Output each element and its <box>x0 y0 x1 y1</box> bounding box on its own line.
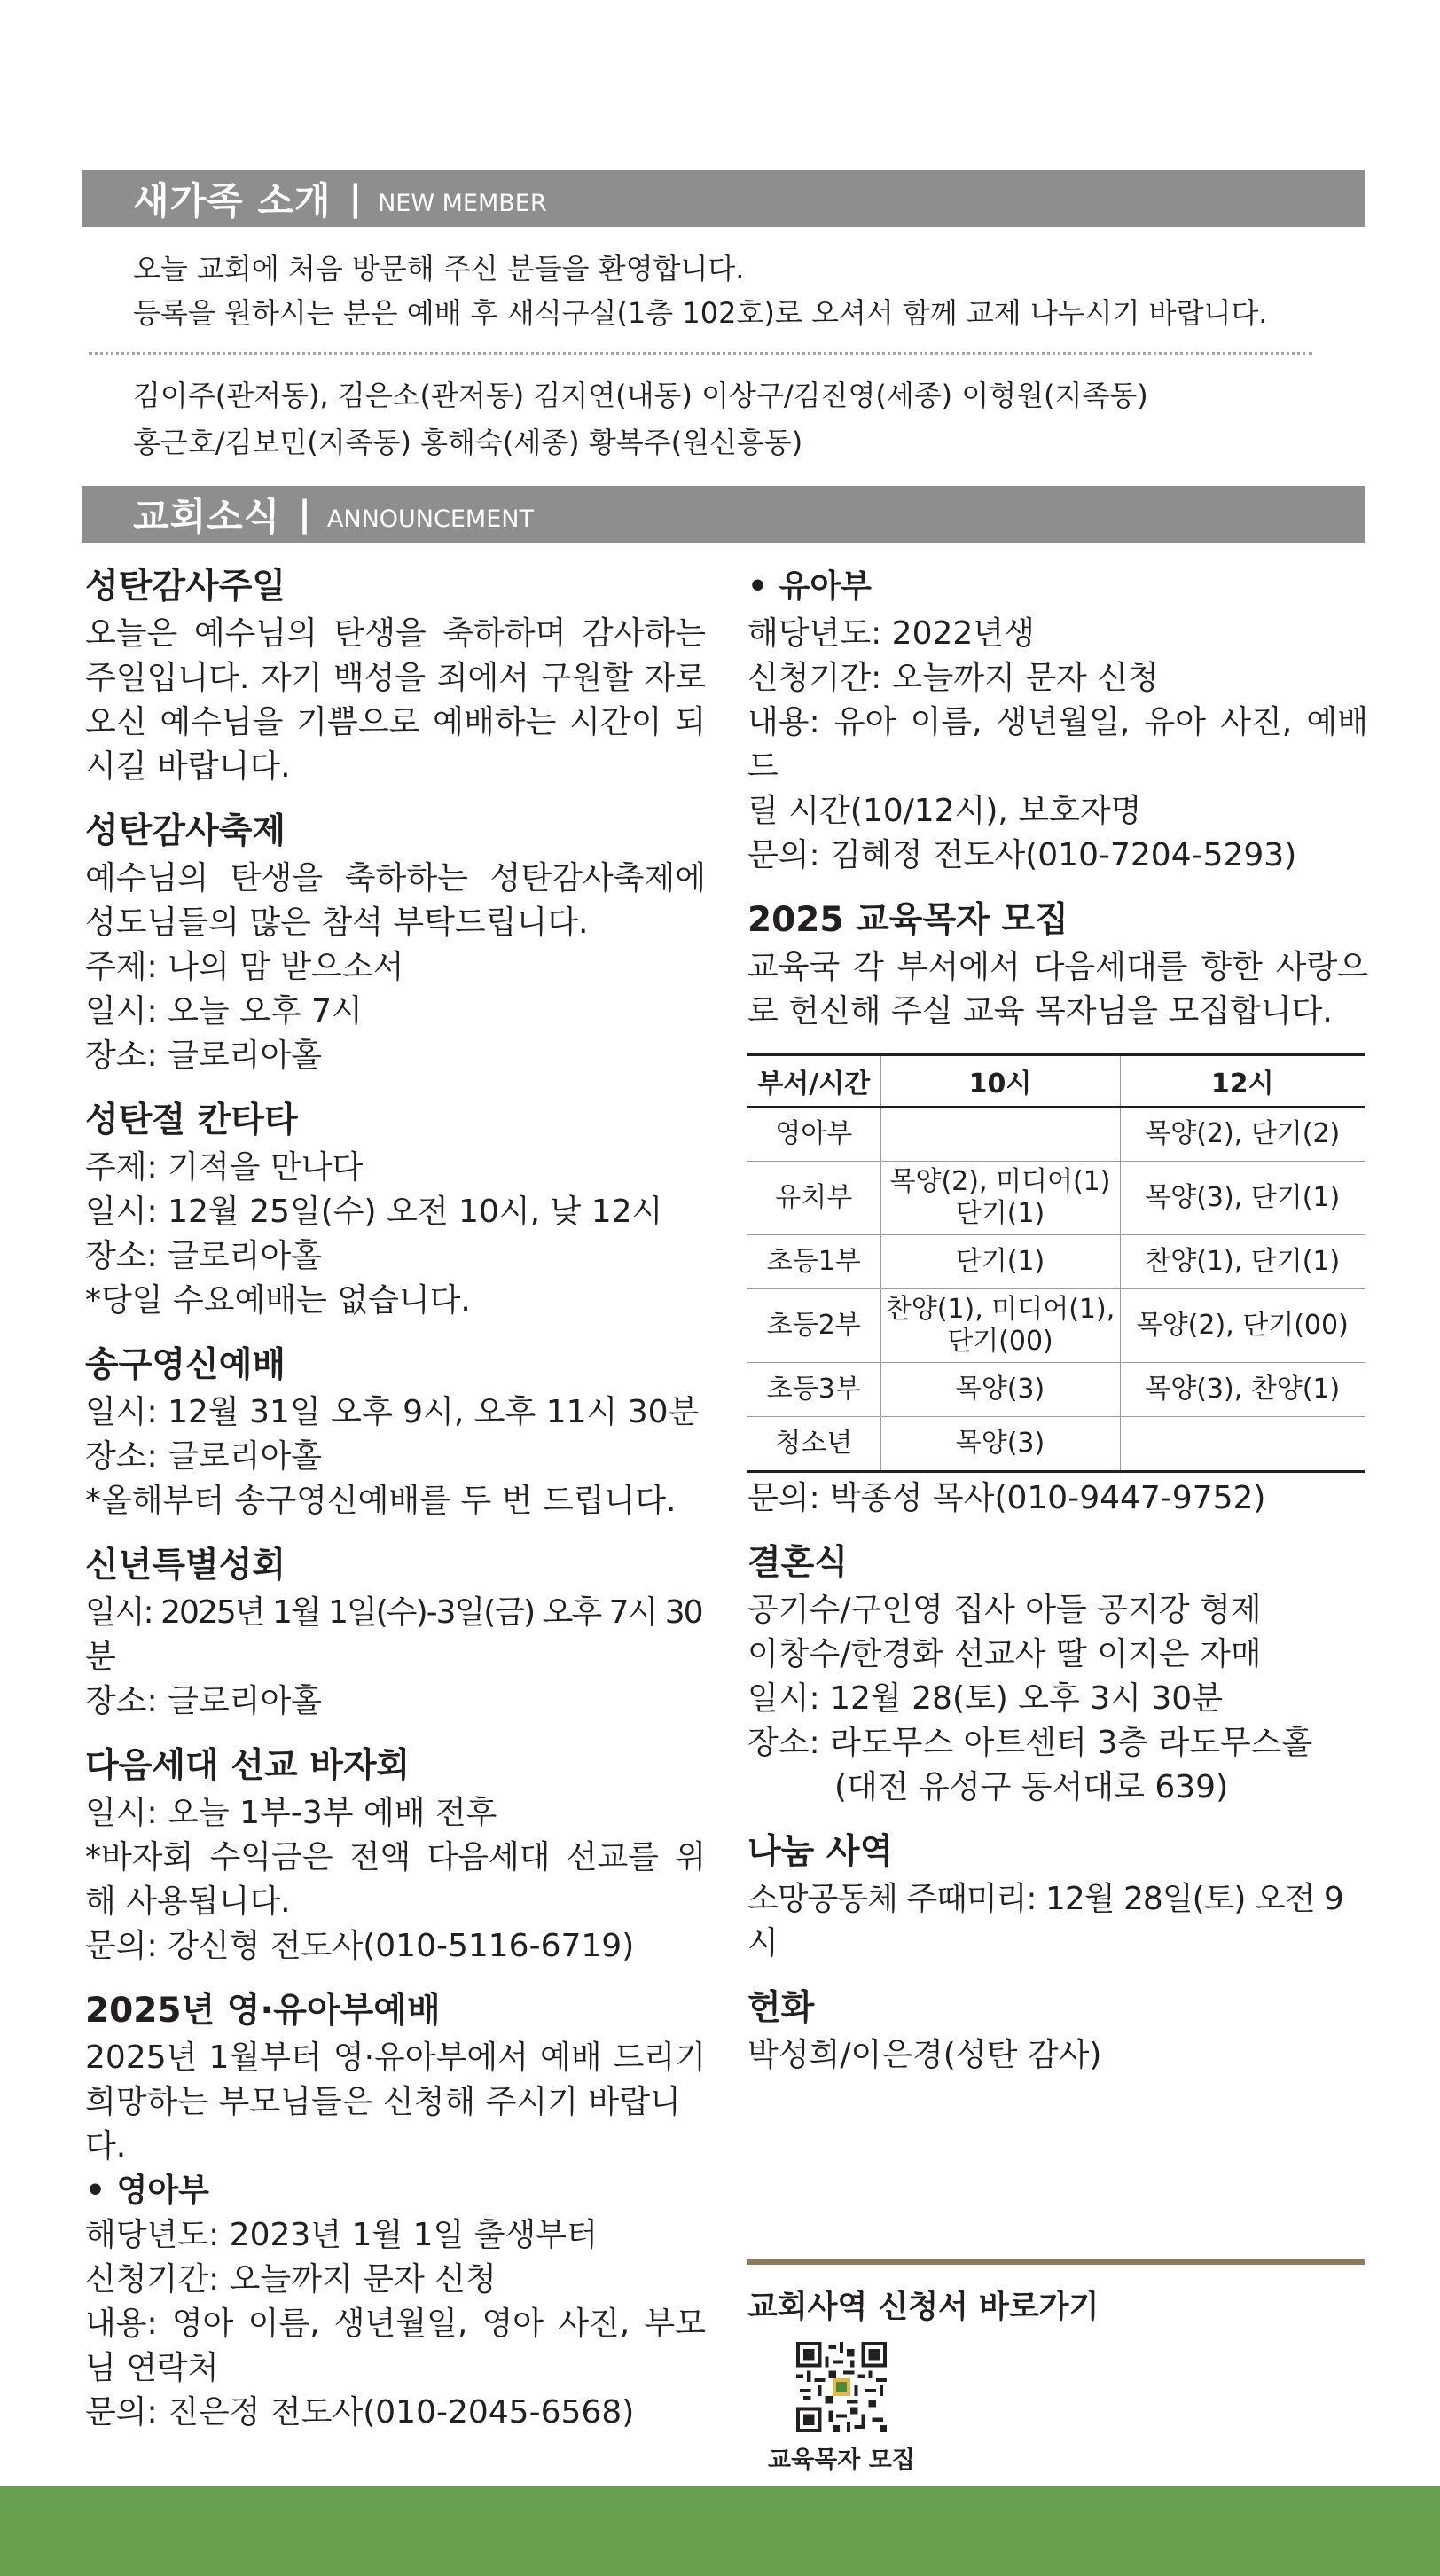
title-divider: | <box>348 178 363 219</box>
qr-code-icon[interactable] <box>796 2342 887 2432</box>
dept-cell: 유치부 <box>747 1162 880 1235</box>
notice-title: 2025 교육목자 모집 <box>747 900 1068 940</box>
notice-line: 문의: 진은정 전도사(010-2045-6568) <box>85 2394 635 2431</box>
notice-line: 문의: 김혜정 전도사(010-7204-5293) <box>747 837 1297 873</box>
notice-line: 장소: 글로리아홀 <box>85 1683 323 1719</box>
sharing-ministry <box>747 1828 1368 1966</box>
notice-line: 문의: 강신형 전도사(010-5116-6719) <box>85 1928 635 1964</box>
dept-cell: 초등2부 <box>747 1289 880 1363</box>
notice-line: 주일입니다. 자기 백성을 죄에서 구원할 자로 <box>85 660 706 696</box>
section-title: 교회소식 <box>133 495 281 538</box>
table-row <box>747 1417 1365 1472</box>
notice-title: 신년특별성회 <box>85 1546 286 1586</box>
new-member-banner <box>82 170 1365 227</box>
notice-title: 나눔 사역 <box>747 1832 894 1872</box>
notice-line: 예수님의 탄생을 축하하는 성탄감사축제에 <box>85 860 706 897</box>
twelve-oclock-cell: 목양(3), 찬양(1) <box>1120 1363 1365 1417</box>
notice-line: 일시: 12월 25일(수) 오전 10시, 낮 12시 <box>85 1194 663 1230</box>
announcement-banner <box>82 486 1365 543</box>
notice-line: 릴 시간(10/12시), 보호자명 <box>747 793 1142 829</box>
wedding <box>747 1539 1368 1810</box>
new-year-revival <box>85 1541 706 1724</box>
notice-line: 해당년도: 2023년 1월 1일 출생부터 <box>85 2217 598 2253</box>
notice-line: 일시: 12월 28(토) 오후 3시 30분 <box>747 1680 1223 1717</box>
notice-line: 님 연락처 <box>85 2350 219 2386</box>
table-row <box>747 1289 1365 1363</box>
notice-line: 내용: 영아 이름, 생년월일, 영아 사진, 부모 <box>85 2306 706 2342</box>
notice-line: 오늘은 예수님의 탄생을 축하하며 감사하는 <box>85 615 706 652</box>
notice-line: 성도님들의 많은 참석 부탁드립니다. <box>85 904 589 941</box>
notice-title: 다음세대 선교 바자회 <box>85 1746 411 1786</box>
twelve-oclock-cell <box>1120 1417 1365 1472</box>
notice-line: 장소: 글로리아홀 <box>85 1238 323 1274</box>
notice-line: 박성희/이은경(성탄 감사) <box>747 2037 1102 2073</box>
left-column <box>85 562 706 2453</box>
column-header: 12시 <box>1120 1055 1365 1108</box>
notice-line: 해 사용됩니다. <box>85 1883 291 1920</box>
dept-cell: 초등3부 <box>747 1363 880 1417</box>
table-row <box>747 1235 1365 1289</box>
notice-line: 일시: 오늘 1부-3부 예배 전후 <box>85 1795 497 1831</box>
intro-line: 등록을 원하시는 분은 예배 후 새식구실(1층 102호)로 오셔서 함께 교제 나누시기 바랍니다. <box>133 296 1268 330</box>
bullet-heading: • 영아부 <box>85 2173 209 2209</box>
infant-worship <box>85 1986 706 2435</box>
notice-line: 장소: 글로리아홀 <box>85 1037 323 1074</box>
notice-title: 성탄감사주일 <box>85 567 286 607</box>
twelve-oclock-cell: 목양(3), 단기(1) <box>1120 1162 1365 1235</box>
flower-offering <box>747 1984 1368 2078</box>
notice-title: 2025년 영·유아부예배 <box>85 1991 441 2031</box>
title-divider: | <box>298 494 311 535</box>
notice-line: 장소: 라도무스 아트센터 3층 라도무스홀 <box>747 1725 1313 1761</box>
twelve-oclock-cell: 목양(2), 단기(2) <box>1120 1107 1365 1162</box>
section-subtitle: ANNOUNCEMENT <box>326 505 534 533</box>
notice-title: 헌화 <box>747 1988 815 2028</box>
ten-oclock-cell: 목양(2), 미디어(1) 단기(1) <box>880 1162 1120 1235</box>
notice-line: 해당년도: 2022년생 <box>747 615 1035 652</box>
notice-line: 신청기간: 오늘까지 문자 신청 <box>747 660 1159 696</box>
christmas-cantata <box>85 1096 706 1323</box>
notice-line: 이창수/한경화 선교사 딸 이지은 자매 <box>747 1636 1262 1672</box>
notice-line: 주제: 나의 맘 받으소서 <box>85 949 404 985</box>
table-row <box>747 1107 1365 1162</box>
notice-line: 소망공동체 주때미리: 12월 28일(토) 오전 9시 <box>747 1881 1343 1961</box>
column-header: 10시 <box>880 1055 1120 1108</box>
right-column <box>747 562 1368 2095</box>
notice-line: *바자회 수익금은 전액 다음세대 선교를 위 <box>85 1839 706 1875</box>
notice-line: 교육국 각 부서에서 다음세대를 향한 사랑으 <box>747 949 1368 985</box>
footer-band <box>0 2486 1440 2576</box>
notice-title: 성탄절 칸타타 <box>85 1100 298 1140</box>
ten-oclock-cell: 찬양(1), 미디어(1), 단기(00) <box>880 1289 1120 1363</box>
notice-line: *올해부터 송구영신예배를 두 번 드립니다. <box>85 1483 677 1519</box>
new-member-list <box>133 372 1148 466</box>
dept-cell: 초등1부 <box>747 1235 880 1289</box>
bullet-heading: • 유아부 <box>747 568 872 605</box>
intro-line: 오늘 교회에 처음 방문해 주신 분들을 환영합니다. <box>133 252 745 286</box>
notice-line: 문의: 박종성 목사(010-9447-9752) <box>747 1480 1266 1516</box>
ten-oclock-cell: 목양(3) <box>880 1417 1120 1472</box>
section-subtitle: NEW MEMBER <box>378 189 547 217</box>
table-row <box>747 1363 1365 1417</box>
notice-line: *당일 수요예배는 없습니다. <box>85 1282 471 1319</box>
new-year-eve-service <box>85 1341 706 1523</box>
ten-oclock-cell: 목양(3) <box>880 1363 1120 1417</box>
twelve-oclock-cell: 찬양(1), 단기(1) <box>1120 1235 1365 1289</box>
notice-line: 공기수/구인영 집사 아들 공지강 형제 <box>747 1592 1262 1628</box>
notice-line: 일시: 2025년 1월 1일(수)-3일(금) 오후 7시 30분 <box>85 1594 702 1675</box>
notice-line: 신청기간: 오늘까지 문자 신청 <box>85 2261 497 2298</box>
apply-link-title: 교회사역 신청서 바로가기 <box>747 2290 1100 2325</box>
new-member-intro <box>133 247 1267 335</box>
christmas-sunday <box>85 562 706 789</box>
notice-line: (대전 유성구 동서대로 639) <box>834 1769 1229 1805</box>
notice-line: 주제: 기적을 만나다 <box>85 1149 364 1186</box>
ten-oclock-cell <box>880 1107 1120 1162</box>
member-line: 홍근호/김보민(지족동) 홍해숙(세종) 황복주(원신흥동) <box>133 426 803 459</box>
education-shepherd <box>747 896 1368 1521</box>
table-header-row <box>747 1055 1365 1108</box>
column-header: 부서/시간 <box>747 1055 880 1108</box>
notice-line: 2025년 1월부터 영·유아부에서 예배 드리기 <box>85 2040 706 2076</box>
dept-cell: 영아부 <box>747 1107 880 1162</box>
divider-rule <box>747 2259 1365 2265</box>
recruit-table <box>747 1053 1365 1473</box>
dept-cell: 청소년 <box>747 1417 880 1472</box>
notice-line: 로 헌신해 주실 교육 목자님을 모집합니다. <box>747 993 1333 1030</box>
ten-oclock-cell: 단기(1) <box>880 1235 1120 1289</box>
notice-line: 희망하는 부모님들은 신청해 주시기 바랍니다. <box>85 2084 681 2165</box>
table-row <box>747 1162 1365 1235</box>
notice-line: 오신 예수님을 기쁨으로 예배하는 시간이 되 <box>85 704 706 740</box>
christmas-festival <box>85 807 706 1078</box>
notice-title: 송구영신예배 <box>85 1345 286 1385</box>
member-line: 김이주(관저동), 김은소(관저동) 김지연(내동) 이상구/김진영(세종) 이형원(지족동) <box>133 379 1148 412</box>
notice-title: 성탄감사축제 <box>85 811 286 851</box>
notice-line: 장소: 글로리아홀 <box>85 1438 323 1475</box>
section-title: 새가족 소개 <box>133 179 332 223</box>
notice-title: 결혼식 <box>747 1543 849 1583</box>
notice-line: 내용: 유아 이름, 생년월일, 유아 사진, 예배드 <box>747 704 1368 785</box>
dotted-divider <box>89 352 1312 355</box>
notice-line: 시길 바랍니다. <box>85 748 291 785</box>
twelve-oclock-cell: 목양(2), 단기(00) <box>1120 1289 1365 1363</box>
mission-bazaar <box>85 1742 706 1969</box>
toddler-dept <box>747 562 1368 878</box>
notice-line: 일시: 오늘 오후 7시 <box>85 993 363 1030</box>
qr-caption: 교육목자 모집 <box>768 2447 915 2474</box>
notice-line: 일시: 12월 31일 오후 9시, 오후 11시 30분 <box>85 1394 700 1430</box>
